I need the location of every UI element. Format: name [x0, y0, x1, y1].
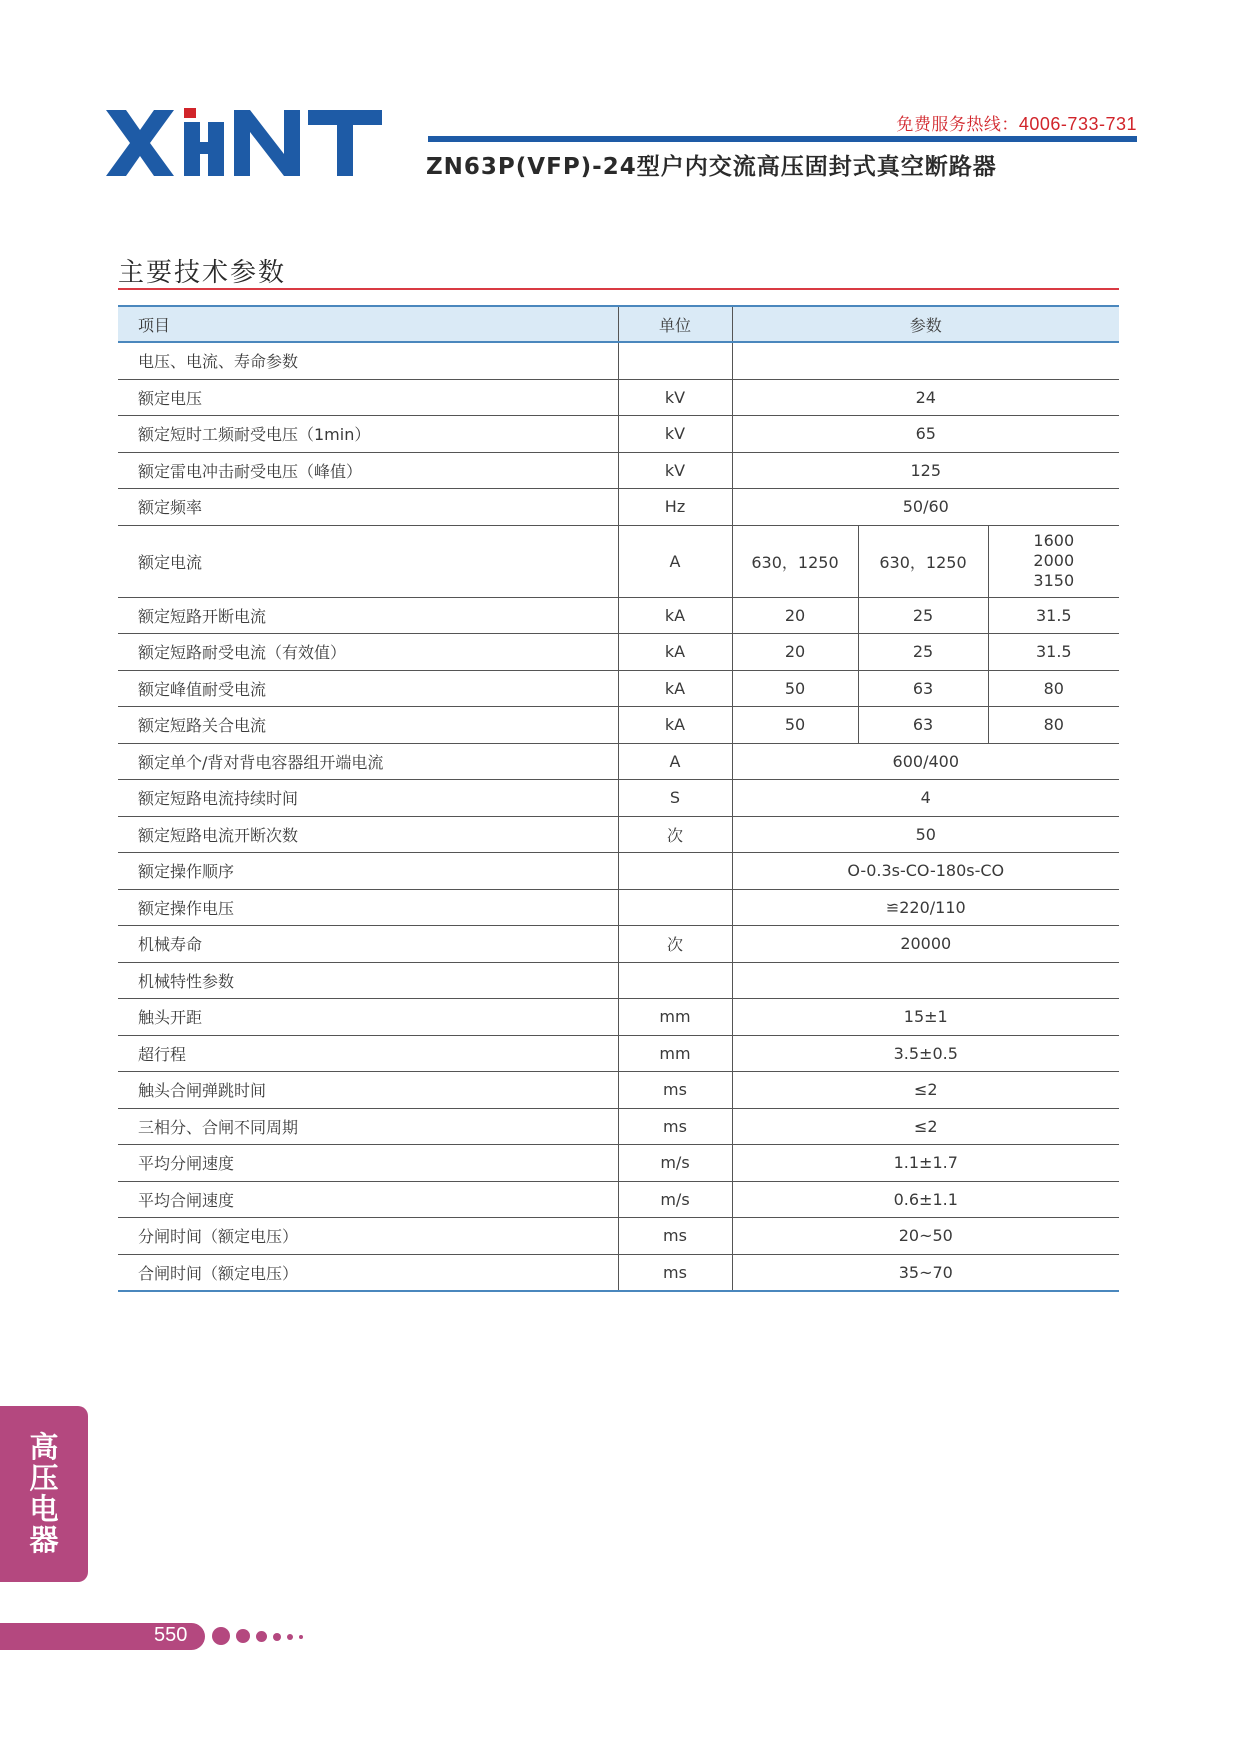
table-header-row — [118, 306, 1119, 342]
table-row — [118, 743, 1119, 780]
row-item: 合闸时间（额定电压） — [118, 1254, 618, 1291]
row-value: 35~70 — [732, 1254, 1119, 1291]
row-item: 三相分、合闸不同周期 — [118, 1108, 618, 1145]
row-unit: kV — [618, 379, 732, 416]
parameter-table — [118, 305, 1119, 1292]
table-row — [118, 780, 1119, 817]
row-item: 电压、电流、寿命参数 — [118, 342, 618, 379]
row-value: 50/60 — [732, 489, 1119, 526]
table-row — [118, 962, 1119, 999]
row-item: 额定操作顺序 — [118, 853, 618, 890]
row-value-1: 50 — [732, 707, 858, 744]
row-unit: ms — [618, 1108, 732, 1145]
row-value-3: 80 — [988, 707, 1119, 744]
row-item: 额定短路耐受电流（有效值） — [118, 634, 618, 671]
table-row — [118, 1218, 1119, 1255]
row-item: 额定短路关合电流 — [118, 707, 618, 744]
row-value-1: 50 — [732, 670, 858, 707]
table-row — [118, 634, 1119, 671]
row-value: 600/400 — [732, 743, 1119, 780]
row-value-2: 63 — [858, 670, 988, 707]
row-value-2: 25 — [858, 597, 988, 634]
row-unit: kA — [618, 634, 732, 671]
service-hotline — [896, 110, 1137, 135]
row-unit — [618, 889, 732, 926]
row-value-3: 31.5 — [988, 634, 1119, 671]
table-row — [118, 1145, 1119, 1182]
row-value-1: 20 — [732, 634, 858, 671]
row-item: 额定雷电冲击耐受电压（峰值） — [118, 452, 618, 489]
table-row — [118, 525, 1119, 597]
row-unit: kA — [618, 670, 732, 707]
table-row — [118, 999, 1119, 1036]
row-unit: kV — [618, 416, 732, 453]
row-item: 平均合闸速度 — [118, 1181, 618, 1218]
row-unit: kA — [618, 597, 732, 634]
dot — [287, 1634, 293, 1640]
row-unit — [618, 853, 732, 890]
table-row — [118, 670, 1119, 707]
row-item: 额定电压 — [118, 379, 618, 416]
row-item: 额定频率 — [118, 489, 618, 526]
row-value: ≤2 — [732, 1072, 1119, 1109]
row-unit: mm — [618, 999, 732, 1036]
table-row — [118, 926, 1119, 963]
row-item: 额定短时工频耐受电压（1min） — [118, 416, 618, 453]
category-char: 电 — [29, 1492, 59, 1526]
row-value: 15±1 — [732, 999, 1119, 1036]
row-unit: m/s — [618, 1181, 732, 1218]
row-unit: ms — [618, 1072, 732, 1109]
dot — [212, 1627, 230, 1645]
header-divider — [428, 136, 1137, 142]
row-value: 20~50 — [732, 1218, 1119, 1255]
row-value: 1.1±1.7 — [732, 1145, 1119, 1182]
table-row — [118, 707, 1119, 744]
product-title: ZN63P(VFP)-24型户内交流高压固封式真空断路器 — [426, 154, 997, 180]
dot — [236, 1629, 250, 1643]
row-unit: m/s — [618, 1145, 732, 1182]
row-item: 额定操作电压 — [118, 889, 618, 926]
row-item: 触头合闸弹跳时间 — [118, 1072, 618, 1109]
row-value-2: 630，1250 — [858, 525, 988, 597]
row-item: 额定单个/背对背电容器组开端电流 — [118, 743, 618, 780]
row-value — [732, 962, 1119, 999]
row-unit — [618, 342, 732, 379]
table-row — [118, 416, 1119, 453]
row-value: 125 — [732, 452, 1119, 489]
row-value: 3.5±0.5 — [732, 1035, 1119, 1072]
table-row — [118, 379, 1119, 416]
row-item: 触头开距 — [118, 999, 618, 1036]
row-item: 额定短路电流持续时间 — [118, 780, 618, 817]
row-unit: ms — [618, 1218, 732, 1255]
section-divider — [118, 288, 1119, 290]
row-value-3: 31.5 — [988, 597, 1119, 634]
table-row — [118, 1181, 1119, 1218]
row-value-2: 63 — [858, 707, 988, 744]
row-value-2: 25 — [858, 634, 988, 671]
row-unit: A — [618, 525, 732, 597]
table-row — [118, 342, 1119, 379]
row-value: ≌220/110 — [732, 889, 1119, 926]
table-row — [118, 489, 1119, 526]
row-value-3: 1600 2000 3150 — [988, 525, 1119, 597]
row-unit: mm — [618, 1035, 732, 1072]
row-value: 50 — [732, 816, 1119, 853]
row-item: 额定峰值耐受电流 — [118, 670, 618, 707]
row-value: ≤2 — [732, 1108, 1119, 1145]
row-unit: 次 — [618, 926, 732, 963]
row-unit: 次 — [618, 816, 732, 853]
row-value: 0.6±1.1 — [732, 1181, 1119, 1218]
table-row — [118, 1035, 1119, 1072]
row-item: 平均分闸速度 — [118, 1145, 618, 1182]
row-unit: A — [618, 743, 732, 780]
xhnt-logo — [104, 108, 384, 178]
dot — [256, 1631, 267, 1642]
table-row — [118, 853, 1119, 890]
row-value: 20000 — [732, 926, 1119, 963]
row-unit: S — [618, 780, 732, 817]
row-value: 24 — [732, 379, 1119, 416]
table-row — [118, 1254, 1119, 1291]
hotline-number: 4006-733-731 — [1018, 114, 1137, 134]
row-item: 机械特性参数 — [118, 962, 618, 999]
row-value-1: 20 — [732, 597, 858, 634]
row-unit: kV — [618, 452, 732, 489]
row-value: 4 — [732, 780, 1119, 817]
row-item: 额定短路电流开断次数 — [118, 816, 618, 853]
row-value — [732, 342, 1119, 379]
row-unit: Hz — [618, 489, 732, 526]
table-row — [118, 452, 1119, 489]
page-number: 550 — [154, 1624, 188, 1646]
table-row — [118, 1108, 1119, 1145]
hotline-label: 免费服务热线： — [896, 115, 1019, 135]
table-row — [118, 889, 1119, 926]
category-char: 器 — [29, 1523, 59, 1557]
category-char: 高 — [29, 1430, 59, 1464]
dot — [273, 1633, 281, 1641]
category-char: 压 — [29, 1461, 59, 1495]
header-value: 参数 — [732, 306, 1119, 342]
row-value-3: 80 — [988, 670, 1119, 707]
row-item: 额定电流 — [118, 525, 618, 597]
row-unit: kA — [618, 707, 732, 744]
row-item: 超行程 — [118, 1035, 618, 1072]
header-unit: 单位 — [618, 306, 732, 342]
section-title: 主要技术参数 — [118, 258, 287, 288]
row-value-1: 630，1250 — [732, 525, 858, 597]
row-value: 65 — [732, 416, 1119, 453]
row-item: 分闸时间（额定电压） — [118, 1218, 618, 1255]
table-row — [118, 816, 1119, 853]
header-item: 项目 — [118, 306, 618, 342]
row-unit — [618, 962, 732, 999]
table-row — [118, 1072, 1119, 1109]
row-value: O-0.3s-CO-180s-CO — [732, 853, 1119, 890]
row-item: 机械寿命 — [118, 926, 618, 963]
row-unit: ms — [618, 1254, 732, 1291]
table-row — [118, 597, 1119, 634]
dot — [299, 1635, 303, 1639]
category-tab — [0, 1406, 88, 1582]
row-item: 额定短路开断电流 — [118, 597, 618, 634]
